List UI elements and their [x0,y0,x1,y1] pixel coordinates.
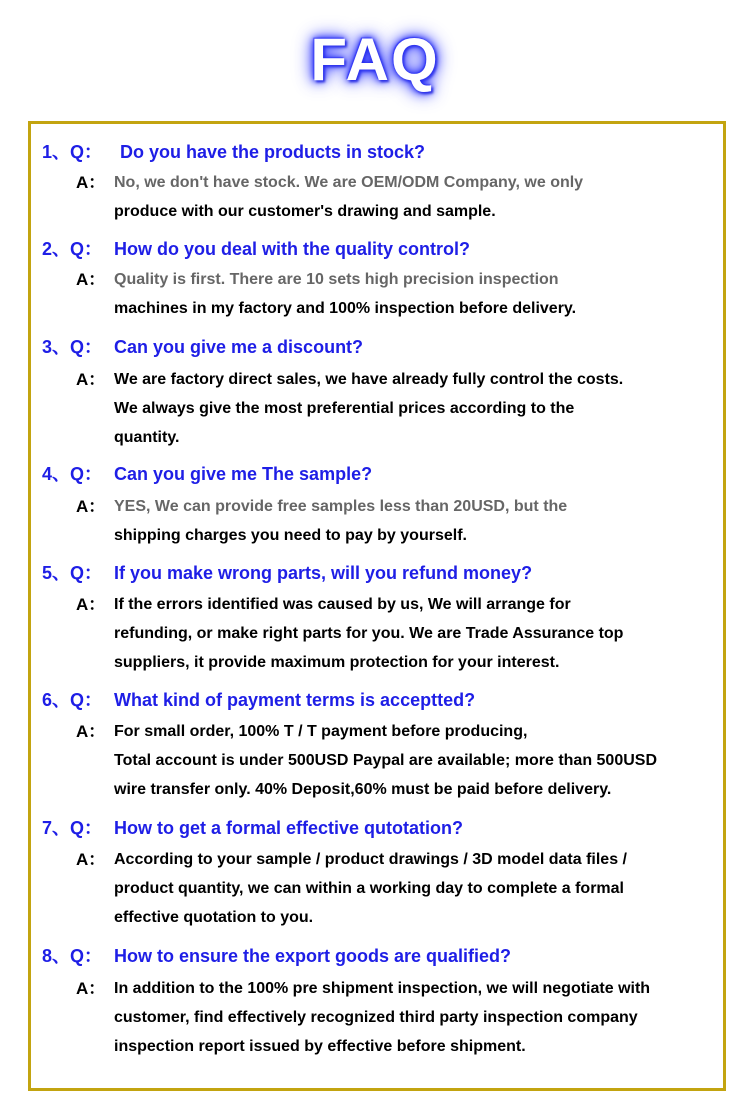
page-title: FAQ [310,26,440,93]
question-number: 4、Q： [42,464,103,484]
question-text: If you make wrong parts, will you refund money? [114,563,533,583]
answer-line: wire transfer only. 40% Deposit,60% must be paid before delivery. [114,781,612,798]
answer-text [114,845,724,932]
answer-line: customer, find effectively recognized third party inspection company [114,1009,638,1026]
question-text: How do you deal with the quality control? [114,239,471,259]
question-number: 8、Q： [42,946,103,966]
answer-line: produce with our customer's drawing and sample. [114,203,496,220]
answer-text [114,168,724,226]
answer-label: A： [76,850,106,869]
answer-line: product quantity, we can within a working day to complete a formal [114,880,624,897]
answer-line: shipping charges you need to pay by yourself. [114,527,467,544]
answer-label: A： [76,370,106,389]
answer-line: Quality is first. There are 10 sets high precision inspection [114,271,559,288]
answer-line: If the errors identified was caused by us, We will arrange for [114,596,571,613]
answer-line: effective quotation to you. [114,909,314,926]
question-number: 5、Q： [42,563,103,583]
question-number: 7、Q： [42,818,103,838]
answer-line: For small order, 100% T / T payment before producing, [114,723,528,740]
answer-line: We always give the most preferential prices according to the [114,400,575,417]
answer-text [114,590,724,677]
question-text: Can you give me The sample? [114,464,373,484]
answer-label: A： [76,595,106,614]
answer-label: A： [76,270,106,289]
answer-line: In addition to the 100% pre shipment inspection, we will negotiate with [114,980,651,997]
answer-text [114,492,724,550]
question-text: How to ensure the export goods are qualified? [114,946,512,966]
answer-label: A： [76,497,106,516]
answer-line: According to your sample / product drawings / 3D model data files / [114,851,627,868]
question-text: Do you have the products in stock? [120,142,426,162]
question-text: How to get a formal effective qutotation? [114,818,464,838]
question-number: 1、Q： [42,142,103,162]
answer-line: suppliers, it provide maximum protection for your interest. [114,654,560,671]
question-number: 6、Q： [42,690,103,710]
answer-text [114,717,724,804]
question-number: 3、Q： [42,337,103,357]
answer-line: Total account is under 500USD Paypal are available; more than 500USD [114,752,658,769]
question-text: What kind of payment terms is acceptted? [114,690,476,710]
answer-line: inspection report issued by effective before shipment. [114,1038,526,1055]
answer-text [114,365,724,452]
answer-text [114,265,724,323]
question-text: Can you give me a discount? [114,337,364,357]
answer-line: quantity. [114,429,180,446]
answer-label: A： [76,979,106,998]
answer-line: No, we don't have stock. We are OEM/ODM Company, we only [114,174,584,191]
answer-label: A： [76,722,106,741]
question-number: 2、Q： [42,239,103,259]
answer-line: YES, We can provide free samples less than 20USD, but the [114,498,568,515]
answer-line: refunding, or make right parts for you. We are Trade Assurance top [114,625,624,642]
answer-line: machines in my factory and 100% inspection before delivery. [114,300,577,317]
answer-label: A： [76,173,106,192]
answer-line: We are factory direct sales, we have already fully control the costs. [114,371,624,388]
answer-text [114,974,724,1061]
